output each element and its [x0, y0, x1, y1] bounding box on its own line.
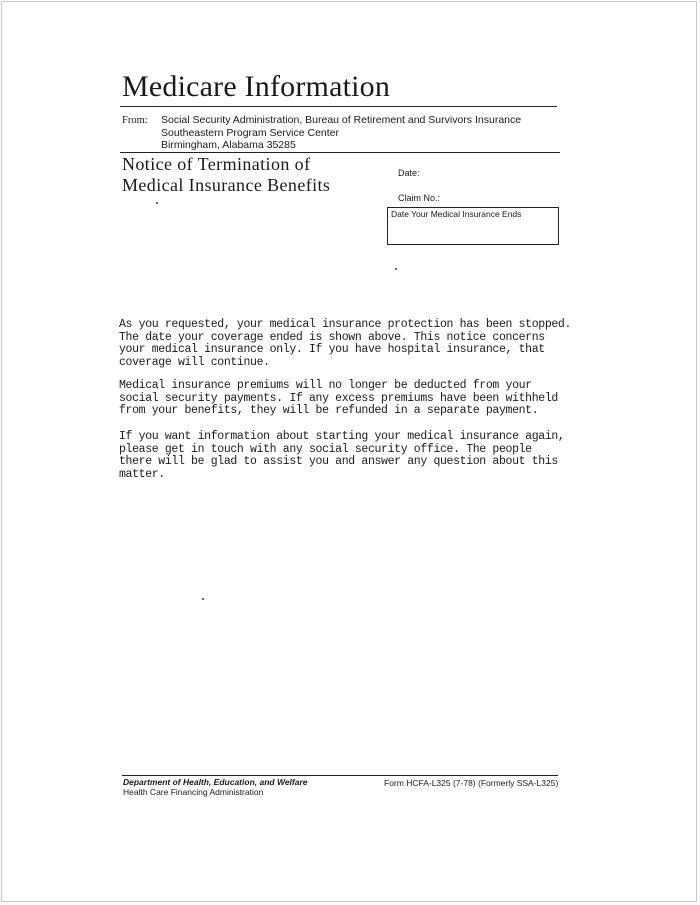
text-line: matter.: [119, 467, 165, 481]
insurance-end-date-box: [387, 207, 559, 245]
scan-speck: [156, 202, 158, 204]
notice-title-line: Notice of Termination of: [122, 154, 311, 174]
title-rule: [120, 106, 557, 107]
footer-department: [123, 778, 308, 797]
text-line: If you want information about starting your medical insurance again,: [119, 430, 565, 443]
notice-title-line: Medical Insurance Benefits: [122, 175, 331, 195]
text-line: please get in touch with any social security office. The people: [119, 442, 532, 456]
sender-address: [161, 114, 521, 152]
agency-name: Health Care Financing Administration: [123, 786, 264, 797]
paragraph-2: [119, 379, 558, 418]
text-line: your medical insurance only. If you have hospital insurance, that: [119, 343, 545, 357]
text-line: coverage will continue.: [119, 355, 270, 369]
claim-number-label: Claim No.:: [398, 193, 441, 203]
sender-line: Social Security Administration, Bureau of Retirement and Survivors Insurance: [161, 114, 522, 126]
insurance-end-date-label: Date Your Medical Insurance Ends: [391, 209, 522, 219]
text-line: Medical insurance premiums will no longer be deducted from your: [119, 379, 532, 392]
sender-line: Southeastern Program Service Center: [161, 126, 340, 139]
scan-speck: [395, 268, 397, 270]
text-line: from your benefits, they will be refunded in a separate payment.: [119, 404, 539, 418]
document-title: Medicare Information: [122, 70, 391, 103]
department-name: Department of Health, Education, and Welfare: [123, 777, 308, 787]
address-rule: [120, 152, 560, 153]
paragraph-1: [119, 318, 572, 369]
text-line: social security payments. If any excess premiums have been withheld: [119, 391, 558, 405]
notice-title: [122, 154, 330, 196]
date-label: Date:: [398, 168, 420, 178]
footer-rule: [122, 775, 558, 776]
form-number: Form HCFA-L325 (7-78) (Formerly SSA-L325): [384, 778, 559, 788]
from-label: From:: [122, 115, 148, 126]
scan-speck: [202, 598, 204, 600]
text-line: there will be glad to assist you and answer any question about this: [119, 455, 558, 469]
paragraph-3: [119, 430, 565, 481]
text-line: As you requested, your medical insurance protection has been stopped.: [119, 318, 572, 331]
text-line: The date your coverage ended is shown above. This notice concerns: [119, 330, 545, 344]
sender-line: Birmingham, Alabama 35285: [161, 139, 296, 151]
